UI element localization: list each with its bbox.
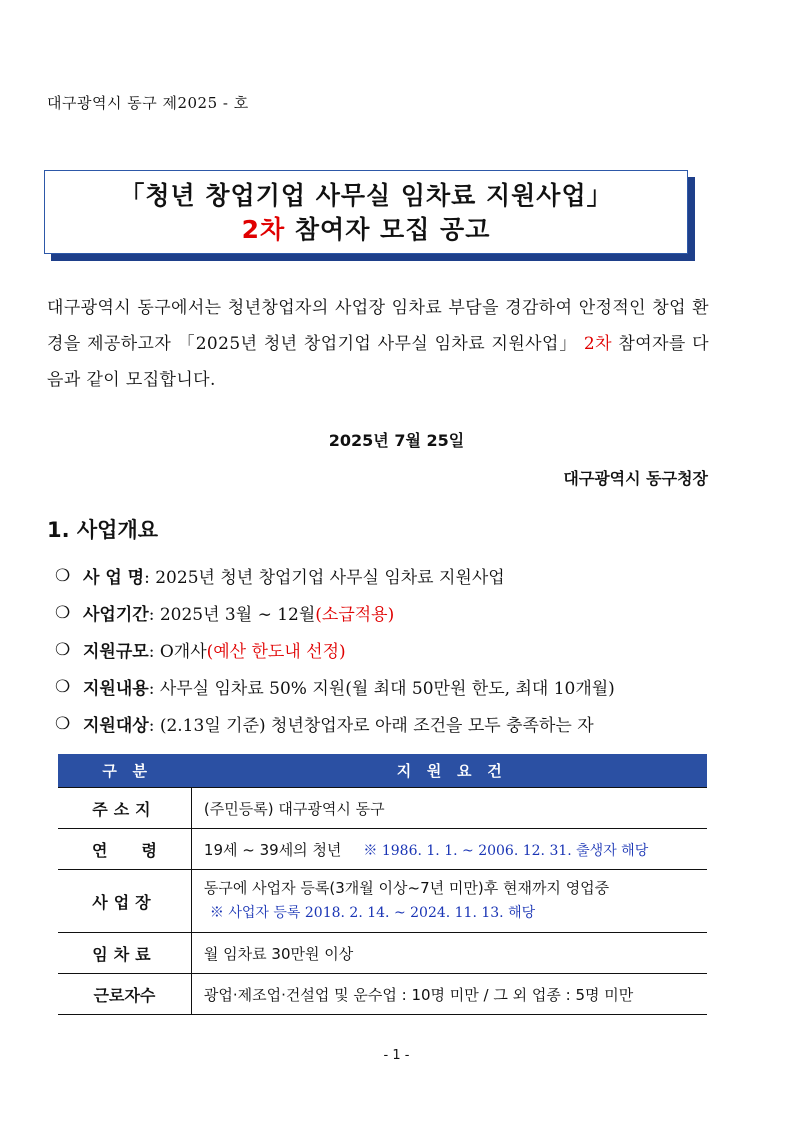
row-note: ※ 1986. 1. 1. ~ 2006. 12. 31. 출생자 해당 [363,842,649,859]
title-line1: 「청년 창업기업 사무실 임차료 지원사업」 [119,181,613,210]
table-row [58,829,707,870]
row-text [191,870,707,933]
overview-item-scale [55,631,715,668]
row-main: 광업·제조업·건설업 및 운수업 : 10명 미만 / 그 외 업종 : 5명 미만 [203,985,634,1004]
intro-text-1: 대구광역시 동구에서는 청년창업자의 사업장 임차료 부담을 경감하여 안정적인 창업 환경을 제공하고자 「2025년 청년 창업기업 사무실 임차료 지원사업」 [47,298,709,354]
bullet-icon: ❍ [55,713,71,734]
title-round: 2차 [241,215,286,244]
row-head: 주소지 [58,788,191,829]
item-note: (소급적용) [315,605,395,625]
overview-item-period [55,594,715,631]
row-main: 동구에 사업자 등록(3개월 이상~7년 미만)후 현재까지 영업중 [203,879,610,897]
table-header-row [58,754,707,788]
row-text [191,974,707,1015]
item-label: 사 업 명 [83,568,145,588]
announcement-date: 2025년 7월 25일 [328,431,465,450]
table-header-category: 구 분 [58,754,191,788]
row-text [191,788,707,829]
title-line2-text: 참여자 모집 공고 [285,215,491,244]
item-label: 사업기간 [83,605,149,625]
row-text [191,829,707,870]
bullet-icon: ❍ [55,565,71,586]
row-text [191,933,707,974]
item-value: : (2.13일 기준) 청년창업자로 아래 조건을 모두 충족하는 자 [148,716,594,736]
page-number: - 1 - [383,1048,410,1063]
bullet-icon: ❍ [55,602,71,623]
requirements-table [58,754,707,1015]
overview-list [55,557,715,742]
item-label: 지원내용 [83,679,149,699]
intro-text-2: 참여자를 다음과 같이 모집합니다. [47,334,709,390]
issuer: 대구광역시 동구청장 [563,469,708,488]
row-main: 월 임차료 30만원 이상 [203,944,354,963]
item-label: 지원규모 [83,642,149,662]
intro-round: 2차 [577,334,612,354]
row-head: 근로자수 [58,974,191,1015]
bullet-icon: ❍ [55,676,71,697]
row-head: 사업장 [58,870,191,933]
overview-item-target [55,705,715,742]
item-label: 지원대상 [83,716,149,736]
document-number: 대구광역시 동구 제2025 - 호 [47,94,249,112]
table-row [58,974,707,1015]
intro-paragraph [47,290,709,398]
item-value: : 2025년 3월 ∼ 12월 [148,605,316,625]
row-main: 19세 ~ 39세의 청년 [203,840,342,859]
overview-item-content [55,668,715,705]
bullet-icon: ❍ [55,639,71,660]
title-line2 [45,213,687,247]
table-row [58,933,707,974]
table-row [58,788,707,829]
title-box [44,170,688,254]
item-value: : O개사 [148,642,207,662]
row-head: 연령 [58,829,191,870]
table-row [58,870,707,933]
row-head: 임차료 [58,933,191,974]
item-value: : 사무실 임차료 50% 지원(월 최대 50만원 한도, 최대 10개월) [148,679,615,699]
section-title: 1. 사업개요 [47,518,159,542]
overview-item-name [55,557,715,594]
item-note: (예산 한도내 선정) [206,642,346,662]
row-main: (주민등록) 대구광역시 동구 [203,799,385,818]
row-note: ※ 사업자 등록 2018. 2. 14. ~ 2024. 11. 13. 해당 [209,905,536,921]
item-value: : 2025년 청년 창업기업 사무실 임차료 지원사업 [144,568,505,588]
table-header-requirements: 지 원 요 건 [191,754,707,788]
